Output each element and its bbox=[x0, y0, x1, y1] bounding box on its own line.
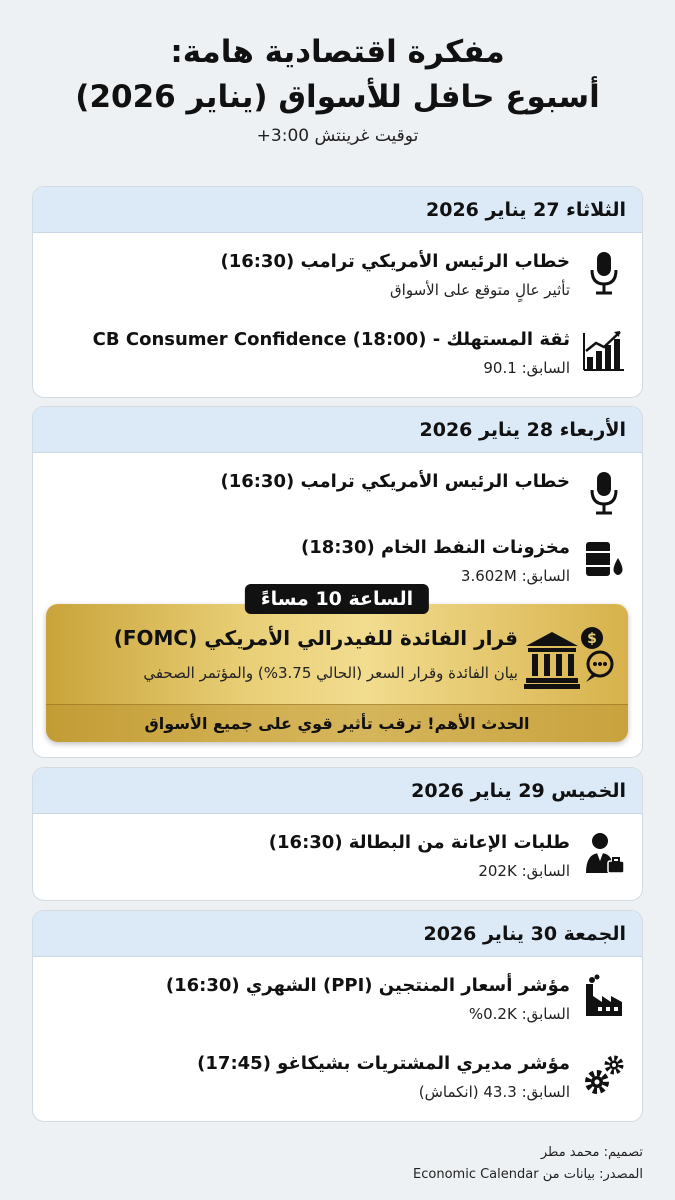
fomc-highlight-card bbox=[46, 588, 628, 742]
day-section-tuesday bbox=[32, 186, 643, 398]
page-header bbox=[0, 30, 675, 146]
day-heading: الجمعة 30 يناير 2026 bbox=[33, 911, 642, 957]
event-subtitle: السابق: 0.2K% bbox=[468, 1005, 570, 1023]
time-badge: الساعة 10 مساءً bbox=[245, 584, 429, 614]
day-section-thursday bbox=[32, 767, 643, 901]
fomc-note: الحدث الأهم! ترقب تأثير قوي على جميع الأسواق bbox=[46, 704, 628, 742]
event-title: مؤشر أسعار المنتجين (PPI) الشهري (16:30) bbox=[165, 975, 570, 996]
design-credit: تصميم: محمد مطر bbox=[540, 1145, 643, 1160]
event-title: مؤشر مديري المشتريات بشيكاغو (17:45) bbox=[197, 1053, 570, 1074]
event-item bbox=[49, 327, 626, 379]
event-item bbox=[49, 535, 626, 587]
businessman-briefcase-icon bbox=[582, 830, 626, 878]
event-title: مخزونات النفط الخام (18:30) bbox=[300, 537, 570, 558]
svg-text:$: $ bbox=[587, 631, 597, 647]
microphone-icon bbox=[582, 469, 626, 517]
microphone-icon bbox=[582, 249, 626, 297]
source-credit: المصدر: بيانات من Economic Calendar bbox=[413, 1167, 643, 1182]
event-item bbox=[49, 1051, 626, 1103]
day-heading: الثلاثاء 27 يناير 2026 bbox=[33, 187, 642, 233]
bank-dollar-icon bbox=[522, 624, 616, 694]
day-heading: الخميس 29 يناير 2026 bbox=[33, 768, 642, 814]
factory-icon bbox=[582, 973, 626, 1021]
page-title-line1: مفكرة اقتصادية هامة: bbox=[170, 34, 505, 70]
gears-icon bbox=[582, 1051, 626, 1099]
event-subtitle: السابق: 43.3 (انكماش) bbox=[418, 1083, 570, 1101]
page-title-line2: أسبوع حافل للأسواق (يناير 2026) bbox=[75, 79, 600, 115]
event-item bbox=[49, 469, 626, 517]
event-title: ثقة المستهلك - CB Consumer Confidence (18:00) bbox=[92, 329, 570, 350]
event-subtitle: السابق: 202K bbox=[478, 862, 570, 880]
event-subtitle: تأثير عالٍ متوقع على الأسواق bbox=[390, 281, 570, 299]
event-item bbox=[49, 973, 626, 1025]
event-item bbox=[49, 830, 626, 882]
event-subtitle: السابق: 3.602M bbox=[460, 567, 570, 585]
day-heading: الأربعاء 28 يناير 2026 bbox=[33, 407, 642, 453]
bar-chart-arrow-icon bbox=[582, 327, 626, 375]
event-item bbox=[49, 249, 626, 301]
fomc-title: قرار الفائدة للفيدرالي الأمريكي (FOMC) bbox=[113, 626, 518, 650]
fomc-subtitle: بيان الفائدة وقرار السعر (الحالي 3.75%) والمؤتمر الصحفي bbox=[143, 664, 518, 682]
event-title: خطاب الرئيس الأمريكي ترامب (16:30) bbox=[220, 251, 570, 272]
day-section-friday bbox=[32, 910, 643, 1122]
event-title: طلبات الإعانة من البطالة (16:30) bbox=[268, 832, 570, 853]
oil-barrel-icon bbox=[582, 535, 626, 583]
event-subtitle: السابق: 90.1 bbox=[483, 359, 570, 377]
footer-credits bbox=[413, 1142, 643, 1186]
timezone-label: توقيت غرينتش 3:00+ bbox=[256, 126, 419, 146]
event-title: خطاب الرئيس الأمريكي ترامب (16:30) bbox=[220, 471, 570, 492]
